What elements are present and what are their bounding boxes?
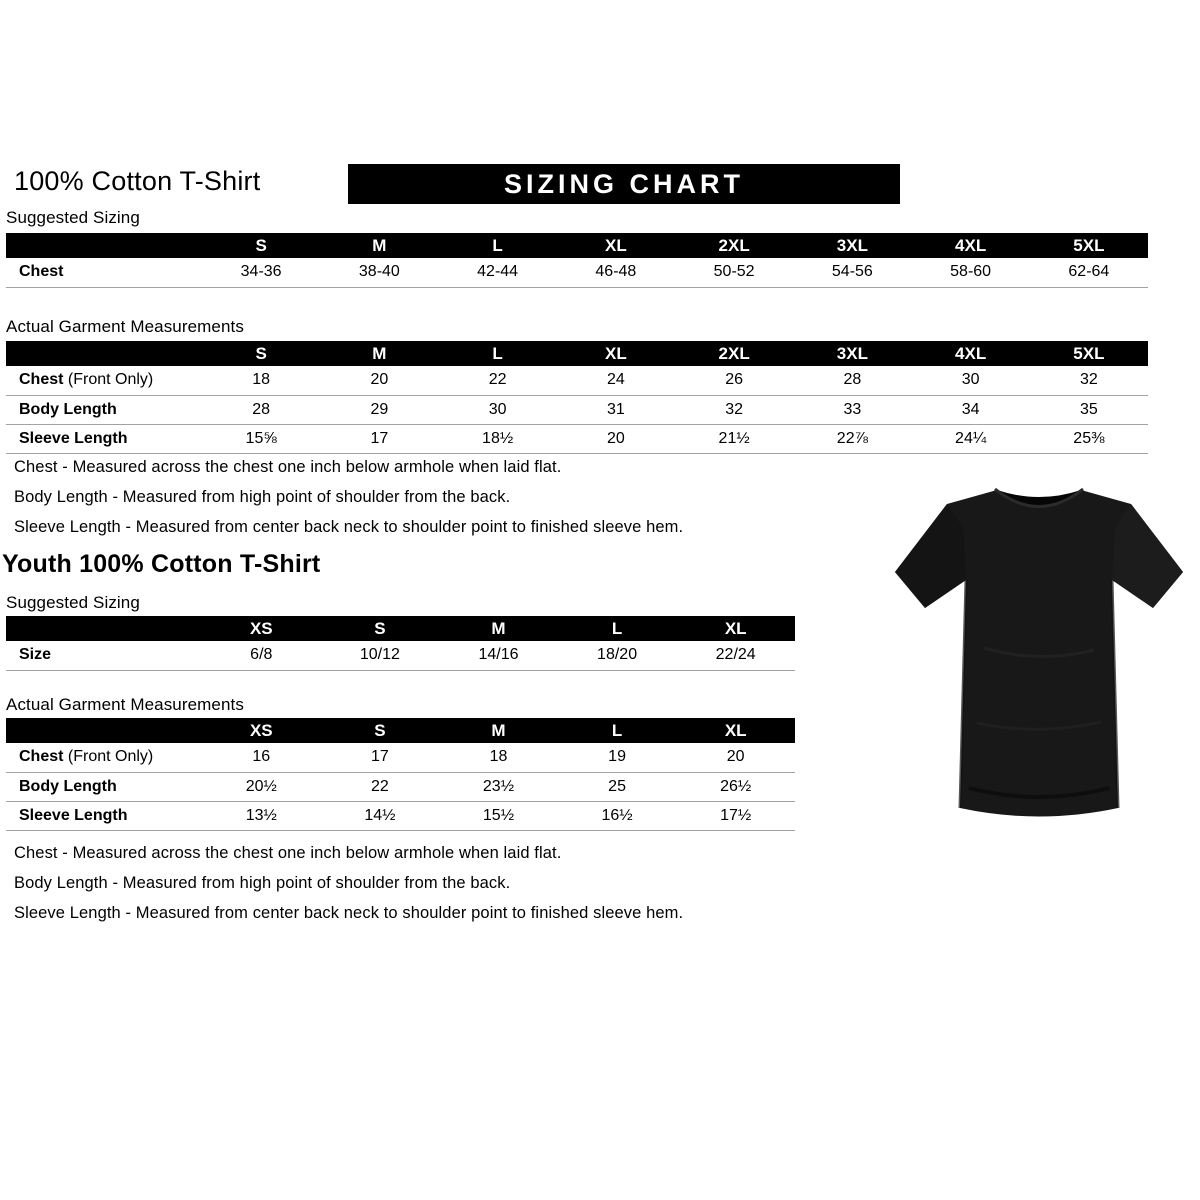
col-header-s: S [321, 718, 440, 743]
value-cell: 24 [557, 366, 675, 395]
value-cell: 20 [676, 743, 795, 772]
row-label: Chest (Front Only) [6, 743, 202, 772]
value-cell: 26½ [676, 772, 795, 801]
adult-suggested-table [6, 233, 1148, 288]
header-row [6, 718, 795, 743]
page-title: 100% Cotton T-Shirt [14, 166, 261, 196]
value-cell: 20½ [202, 772, 321, 801]
value-cell: 42-44 [439, 258, 557, 287]
youth-actual-table [6, 718, 795, 831]
value-cell: 25⅜ [1030, 424, 1148, 453]
col-header-3xl: 3XL [793, 341, 911, 366]
tshirt-image [888, 468, 1190, 828]
value-cell: 23½ [439, 772, 558, 801]
note-line: Chest - Measured across the chest one inch below armhole when laid flat. [14, 844, 562, 862]
col-header-5xl: 5XL [1030, 341, 1148, 366]
youth-suggested-label: Suggested Sizing [6, 593, 140, 612]
col-header-m: M [439, 616, 558, 641]
col-header-xs: XS [202, 718, 321, 743]
value-cell: 50-52 [675, 258, 793, 287]
table-row [6, 641, 795, 670]
col-header-l: L [558, 616, 677, 641]
row-label: Body Length [6, 395, 202, 424]
table-row [6, 772, 795, 801]
value-cell: 30 [912, 366, 1030, 395]
row-label: Body Length [6, 772, 202, 801]
note-line: Sleeve Length - Measured from center back neck to shoulder point to finished sleeve hem. [14, 904, 684, 922]
value-cell: 22 [439, 366, 557, 395]
value-cell: 19 [558, 743, 677, 772]
table-row [6, 801, 795, 830]
row-label: Size [6, 641, 202, 670]
col-header-2xl: 2XL [675, 341, 793, 366]
value-cell: 28 [202, 395, 320, 424]
corner-cell [6, 718, 202, 743]
value-cell: 32 [675, 395, 793, 424]
table-row [6, 395, 1148, 424]
col-header-3xl: 3XL [793, 233, 911, 258]
value-cell: 17½ [676, 801, 795, 830]
youth-title: Youth 100% Cotton T-Shirt [2, 550, 321, 578]
col-header-4xl: 4XL [912, 233, 1030, 258]
value-cell: 20 [557, 424, 675, 453]
value-cell: 18½ [439, 424, 557, 453]
header-row [6, 341, 1148, 366]
value-cell: 24¼ [912, 424, 1030, 453]
adult-notes [14, 457, 914, 547]
value-cell: 15½ [439, 801, 558, 830]
sizing-chart-banner-label: SIZING CHART [504, 168, 744, 199]
adult-suggested-label: Suggested Sizing [6, 208, 140, 227]
col-header-l: L [439, 233, 557, 258]
header-row [6, 616, 795, 641]
value-cell: 20 [320, 366, 438, 395]
note-line: Sleeve Length - Measured from center back neck to shoulder point to finished sleeve hem. [14, 518, 684, 536]
table-row [6, 366, 1148, 395]
value-cell: 34-36 [202, 258, 320, 287]
row-label: Chest [6, 258, 202, 287]
value-cell: 30 [439, 395, 557, 424]
value-cell: 31 [557, 395, 675, 424]
corner-cell [6, 233, 202, 258]
table-row [6, 258, 1148, 287]
value-cell: 16½ [558, 801, 677, 830]
adult-actual-table [6, 341, 1148, 454]
value-cell: 22 [321, 772, 440, 801]
adult-actual-label: Actual Garment Measurements [6, 317, 244, 336]
value-cell: 18 [202, 366, 320, 395]
col-header-xl: XL [676, 718, 795, 743]
value-cell: 38-40 [320, 258, 438, 287]
value-cell: 22/24 [676, 641, 795, 670]
col-header-xs: XS [202, 616, 321, 641]
value-cell: 58-60 [912, 258, 1030, 287]
value-cell: 18 [439, 743, 558, 772]
value-cell: 15⅝ [202, 424, 320, 453]
col-header-xl: XL [676, 616, 795, 641]
col-header-s: S [321, 616, 440, 641]
value-cell: 33 [793, 395, 911, 424]
tshirt-graphic [888, 468, 1190, 828]
value-cell: 16 [202, 743, 321, 772]
row-label: Chest (Front Only) [6, 366, 202, 395]
col-header-l: L [558, 718, 677, 743]
value-cell: 34 [912, 395, 1030, 424]
value-cell: 25 [558, 772, 677, 801]
value-cell: 13½ [202, 801, 321, 830]
value-cell: 17 [321, 743, 440, 772]
value-cell: 21½ [675, 424, 793, 453]
note-line: Body Length - Measured from high point of shoulder from the back. [14, 874, 511, 892]
col-header-xl: XL [557, 233, 675, 258]
header-row [6, 233, 1148, 258]
value-cell: 17 [320, 424, 438, 453]
col-header-s: S [202, 341, 320, 366]
col-header-s: S [202, 233, 320, 258]
value-cell: 14/16 [439, 641, 558, 670]
row-label: Sleeve Length [6, 801, 202, 830]
table-row [6, 743, 795, 772]
col-header-2xl: 2XL [675, 233, 793, 258]
col-header-l: L [439, 341, 557, 366]
value-cell: 62-64 [1030, 258, 1148, 287]
row-label: Sleeve Length [6, 424, 202, 453]
value-cell: 46-48 [557, 258, 675, 287]
youth-suggested-table [6, 616, 795, 671]
col-header-m: M [439, 718, 558, 743]
value-cell: 32 [1030, 366, 1148, 395]
sizing-chart-banner [348, 164, 900, 204]
value-cell: 29 [320, 395, 438, 424]
table-row [6, 424, 1148, 453]
value-cell: 6/8 [202, 641, 321, 670]
value-cell: 22⅞ [793, 424, 911, 453]
value-cell: 35 [1030, 395, 1148, 424]
corner-cell [6, 341, 202, 366]
youth-actual-label: Actual Garment Measurements [6, 695, 244, 714]
note-line: Chest - Measured across the chest one inch below armhole when laid flat. [14, 458, 562, 476]
value-cell: 26 [675, 366, 793, 395]
value-cell: 14½ [321, 801, 440, 830]
corner-cell [6, 616, 202, 641]
note-line: Body Length - Measured from high point of shoulder from the back. [14, 488, 511, 506]
col-header-m: M [320, 233, 438, 258]
value-cell: 10/12 [321, 641, 440, 670]
value-cell: 18/20 [558, 641, 677, 670]
col-header-4xl: 4XL [912, 341, 1030, 366]
youth-notes [14, 843, 914, 933]
col-header-m: M [320, 341, 438, 366]
col-header-5xl: 5XL [1030, 233, 1148, 258]
value-cell: 28 [793, 366, 911, 395]
col-header-xl: XL [557, 341, 675, 366]
value-cell: 54-56 [793, 258, 911, 287]
